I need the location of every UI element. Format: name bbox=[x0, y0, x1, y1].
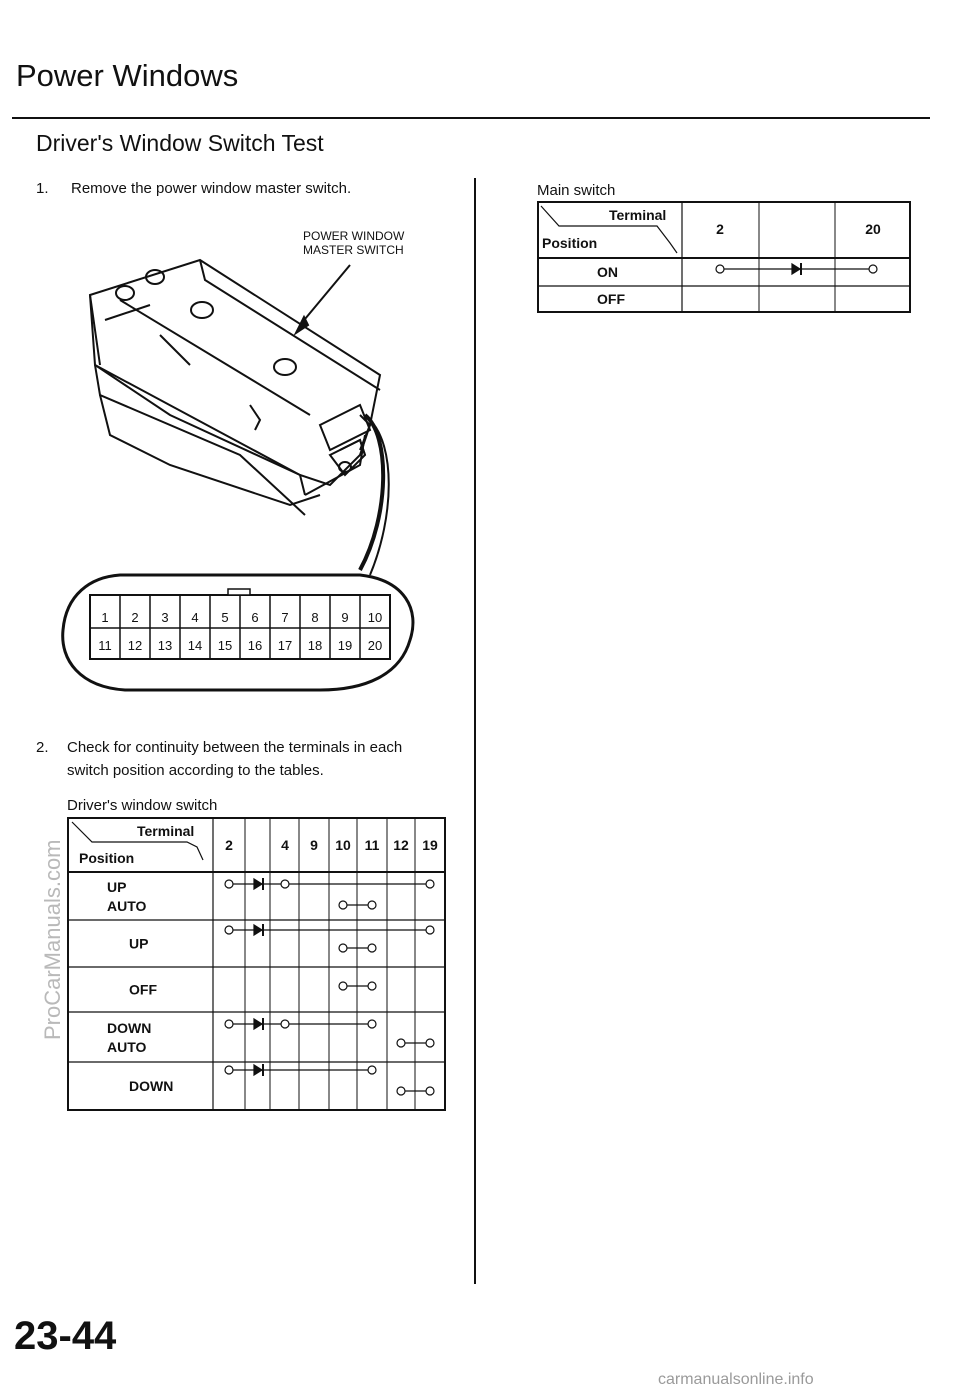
continuity-node bbox=[281, 880, 289, 888]
connector-pin-label: 9 bbox=[341, 610, 349, 625]
main-terminal-header: 2 bbox=[716, 221, 724, 237]
driver-position-label: UP bbox=[107, 879, 127, 895]
main-position-label: ON bbox=[597, 264, 618, 280]
page-title: Power Windows bbox=[16, 58, 239, 93]
driver-terminal-header: 11 bbox=[364, 837, 380, 853]
diode-icon bbox=[254, 879, 262, 889]
connector-pin-label: 10 bbox=[367, 610, 383, 625]
continuity-node bbox=[281, 1020, 289, 1028]
footer-site: carmanualsonline.info bbox=[658, 1371, 814, 1388]
driver-position-label: AUTO bbox=[107, 1039, 147, 1055]
connector-pin-label: 7 bbox=[281, 610, 289, 625]
watermark: ProCarManuals.com bbox=[40, 839, 65, 1040]
diode-icon bbox=[254, 1019, 262, 1029]
connector-pin-label: 4 bbox=[191, 610, 199, 625]
step-1-text: Remove the power window master switch. bbox=[71, 180, 352, 197]
driver-position-label: UP bbox=[129, 935, 149, 952]
connector-pin-label: 20 bbox=[367, 638, 383, 653]
connector-pin-label: 14 bbox=[187, 638, 203, 653]
switch-callout-label bbox=[303, 229, 404, 257]
driver-terminal-header: 10 bbox=[335, 837, 351, 853]
connector-pin-label: 12 bbox=[127, 638, 143, 653]
connector-pin-label: 13 bbox=[157, 638, 173, 653]
connector-pin-label: 16 bbox=[247, 638, 263, 653]
diode-icon bbox=[254, 925, 262, 935]
continuity-node bbox=[339, 982, 347, 990]
connector-pin-label: 5 bbox=[221, 610, 229, 625]
driver-position-label: AUTO bbox=[107, 898, 147, 914]
continuity-node bbox=[869, 265, 877, 273]
main-corner-position: Position bbox=[542, 235, 598, 251]
title-rule bbox=[12, 117, 930, 119]
continuity-node bbox=[368, 1066, 376, 1074]
continuity-node bbox=[426, 1039, 434, 1047]
step-1-number: 1. bbox=[36, 180, 49, 197]
connector-pin-label: 1 bbox=[101, 610, 109, 625]
continuity-node bbox=[426, 880, 434, 888]
main-corner-terminal: Terminal bbox=[609, 207, 667, 223]
driver-terminal-header: 19 bbox=[422, 837, 438, 853]
driver-position-label: OFF bbox=[129, 981, 157, 998]
driver-corner-terminal: Terminal bbox=[137, 823, 195, 839]
main-switch-table bbox=[537, 201, 912, 314]
diode-icon bbox=[792, 264, 800, 274]
connector-pin-label: 8 bbox=[311, 610, 319, 625]
continuity-node bbox=[716, 265, 724, 273]
diode-icon bbox=[254, 1065, 262, 1075]
main-table-label: Main switch bbox=[537, 182, 616, 199]
driver-position-label: DOWN bbox=[129, 1078, 174, 1094]
continuity-node bbox=[368, 944, 376, 952]
continuity-node bbox=[339, 901, 347, 909]
connector-pin-label: 3 bbox=[161, 610, 169, 625]
driver-terminal-header: 12 bbox=[393, 837, 409, 853]
callout-line-1: POWER WINDOW bbox=[303, 229, 405, 243]
continuity-node bbox=[368, 901, 376, 909]
step-2-number: 2. bbox=[36, 739, 49, 756]
continuity-node bbox=[426, 1087, 434, 1095]
continuity-node bbox=[397, 1039, 405, 1047]
continuity-node bbox=[225, 1020, 233, 1028]
connector-pin-label: 19 bbox=[337, 638, 353, 653]
connector-pin-label: 11 bbox=[98, 638, 112, 653]
callout-line-2: MASTER SWITCH bbox=[303, 243, 404, 257]
driver-table-label: Driver's window switch bbox=[67, 797, 218, 814]
continuity-node bbox=[225, 1066, 233, 1074]
driver-terminal-header: 2 bbox=[225, 837, 233, 853]
connector-pin-label: 18 bbox=[307, 638, 323, 653]
main-terminal-header: 20 bbox=[865, 221, 881, 237]
section-title: Driver's Window Switch Test bbox=[36, 130, 324, 156]
connector-pin-label: 17 bbox=[277, 638, 293, 653]
continuity-node bbox=[397, 1087, 405, 1095]
connector-pin-label: 2 bbox=[131, 610, 139, 625]
connector-pin-label: 15 bbox=[217, 638, 233, 653]
driver-terminal-header: 4 bbox=[281, 837, 289, 853]
driver-position-label: DOWN bbox=[107, 1020, 152, 1036]
step-2-line-1: Check for continuity between the terminals in each bbox=[67, 739, 403, 756]
connector-pin-label: 6 bbox=[251, 610, 259, 625]
continuity-node bbox=[225, 880, 233, 888]
continuity-node bbox=[225, 926, 233, 934]
column-divider bbox=[474, 178, 476, 1284]
continuity-node bbox=[368, 982, 376, 990]
page-number: 23-44 bbox=[14, 1314, 117, 1358]
driver-switch-table bbox=[67, 817, 447, 1112]
continuity-node bbox=[339, 944, 347, 952]
step-2-line-2: switch position according to the tables. bbox=[67, 762, 324, 779]
main-position-label: OFF bbox=[597, 291, 625, 307]
driver-terminal-header: 9 bbox=[310, 837, 318, 853]
driver-corner-position: Position bbox=[79, 850, 135, 866]
continuity-node bbox=[426, 926, 434, 934]
connector-callout bbox=[60, 565, 420, 695]
continuity-node bbox=[368, 1020, 376, 1028]
